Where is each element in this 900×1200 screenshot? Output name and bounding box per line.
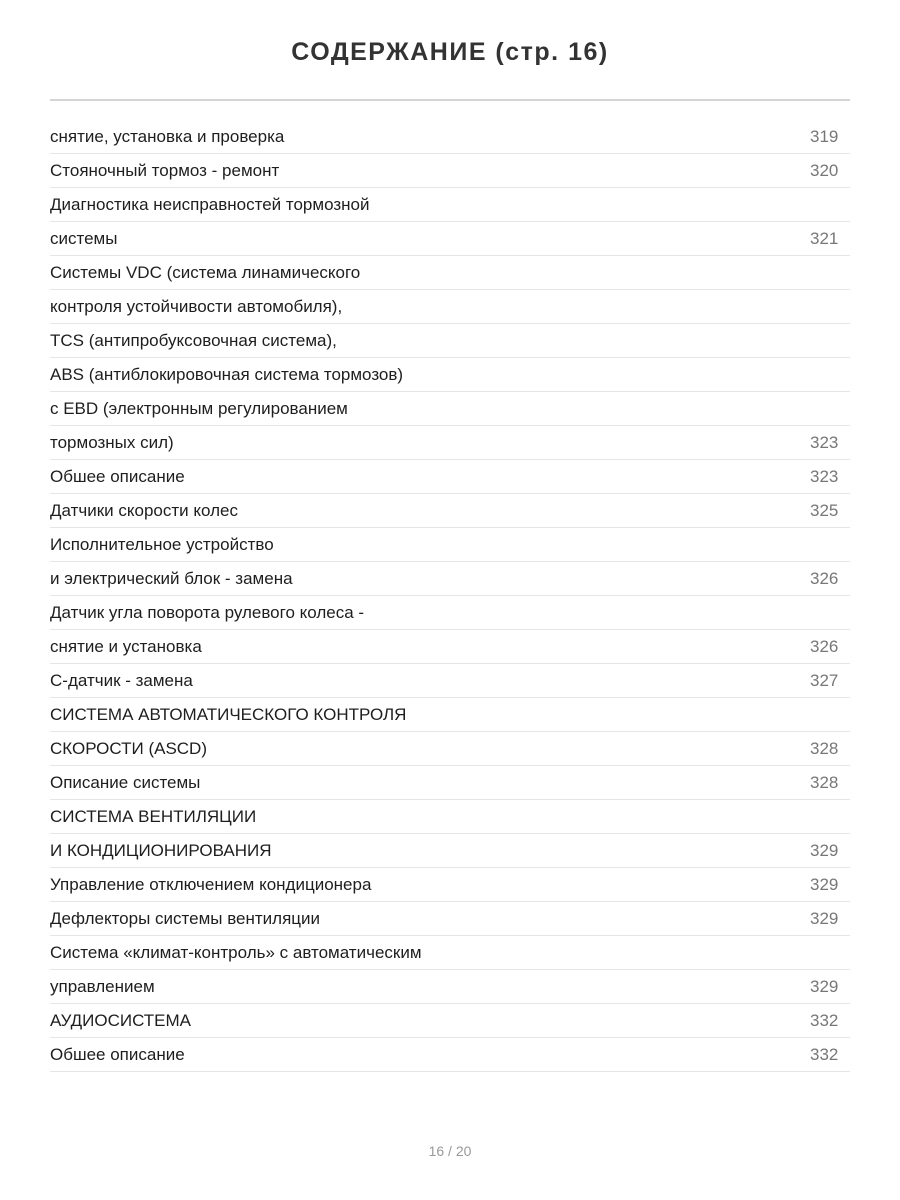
toc-entry-page: 319 [810, 126, 839, 146]
toc-entry-text: контроля устойчивости автомобиля), [50, 296, 343, 316]
toc-list [50, 120, 850, 1072]
toc-row [50, 1004, 850, 1038]
toc-entry-text: СИСТЕМА ВЕНТИЛЯЦИИ [50, 806, 257, 826]
toc-row [50, 426, 850, 460]
toc-entry-text: Диагностика неисправностей тормозной [50, 194, 370, 214]
toc-entry-text: Обшее описание [50, 466, 185, 486]
toc-entry-text: снятие и установка [50, 636, 202, 656]
toc-entry-page: 326 [810, 568, 839, 588]
toc-entry-text: Датчик угла поворота рулевого колеса - [50, 602, 365, 622]
toc-row [50, 256, 850, 290]
toc-row [50, 290, 850, 324]
toc-row [50, 868, 850, 902]
toc-entry-text: Управление отключением кондиционера [50, 874, 372, 894]
toc-row [50, 324, 850, 358]
toc-entry-page: 327 [810, 670, 839, 690]
toc-row [50, 596, 850, 630]
toc-entry-page: 329 [810, 874, 839, 894]
toc-row [50, 562, 850, 596]
toc-entry-text: СИСТЕМА АВТОМАТИЧЕСКОГО КОНТРОЛЯ [50, 704, 407, 724]
toc-row [50, 188, 850, 222]
toc-entry-page: 332 [810, 1010, 839, 1030]
toc-row [50, 970, 850, 1004]
toc-entry-page: 323 [810, 432, 839, 452]
toc-row [50, 154, 850, 188]
toc-row [50, 120, 850, 154]
toc-entry-text: Обшее описание [50, 1044, 185, 1064]
toc-row [50, 528, 850, 562]
toc-row [50, 460, 850, 494]
toc-entry-text: ABS (антиблокировочная система тормозов) [50, 364, 404, 384]
toc-row [50, 936, 850, 970]
toc-entry-page: 320 [810, 160, 839, 180]
toc-entry-text: Описание системы [50, 772, 201, 792]
toc-row [50, 222, 850, 256]
toc-entry-text: Дефлекторы системы вентиляции [50, 908, 321, 928]
toc-row [50, 392, 850, 426]
toc-entry-text: снятие, установка и проверка [50, 126, 285, 146]
page-title: СОДЕРЖАНИЕ (стр. 16) [291, 38, 609, 66]
toc-entry-page: 329 [810, 976, 839, 996]
toc-row [50, 902, 850, 936]
toc-entry-text: Исполнительное устройство [50, 534, 274, 554]
toc-entry-text: и электрический блок - замена [50, 568, 293, 588]
toc-row [50, 358, 850, 392]
toc-entry-page: 329 [810, 840, 839, 860]
toc-row [50, 834, 850, 868]
toc-entry-page: 326 [810, 636, 839, 656]
toc-entry-page: 332 [810, 1044, 839, 1064]
toc-entry-text: Системы VDC (система линамического [50, 262, 361, 282]
page-indicator: 16 / 20 [428, 1143, 472, 1159]
toc-row [50, 1038, 850, 1072]
toc-entry-page: 329 [810, 908, 839, 928]
toc-entry-text: Датчики скорости колес [50, 500, 238, 520]
toc-entry-text: управлением [50, 976, 155, 996]
toc-entry-text: Стояночный тормоз - ремонт [50, 160, 280, 180]
toc-entry-text: тормозных сил) [50, 432, 174, 452]
toc-entry-text: TCS (антипробуксовочная система), [50, 330, 337, 350]
toc-entry-page: 328 [810, 738, 839, 758]
toc-entry-page: 323 [810, 466, 839, 486]
toc-entry-text: с EBD (электронным регулированием [50, 398, 348, 418]
toc-row [50, 732, 850, 766]
toc-row [50, 664, 850, 698]
toc-row [50, 766, 850, 800]
toc-entry-page: 328 [810, 772, 839, 792]
toc-entry-page: 325 [810, 500, 839, 520]
toc-row [50, 800, 850, 834]
toc-row [50, 494, 850, 528]
title-divider [50, 99, 850, 101]
toc-row [50, 698, 850, 732]
toc-entry-text: Система «климат-контроль» с автоматическим [50, 942, 422, 962]
toc-row [50, 630, 850, 664]
toc-entry-page: 321 [810, 228, 839, 248]
toc-entry-text: СКОРОСТИ (ASCD) [50, 738, 207, 758]
toc-entry-text: И КОНДИЦИОНИРОВАНИЯ [50, 840, 272, 860]
toc-entry-text: С-датчик - замена [50, 670, 193, 690]
toc-entry-text: АУДИОСИСТЕМА [50, 1010, 192, 1030]
toc-entry-text: системы [50, 228, 118, 248]
